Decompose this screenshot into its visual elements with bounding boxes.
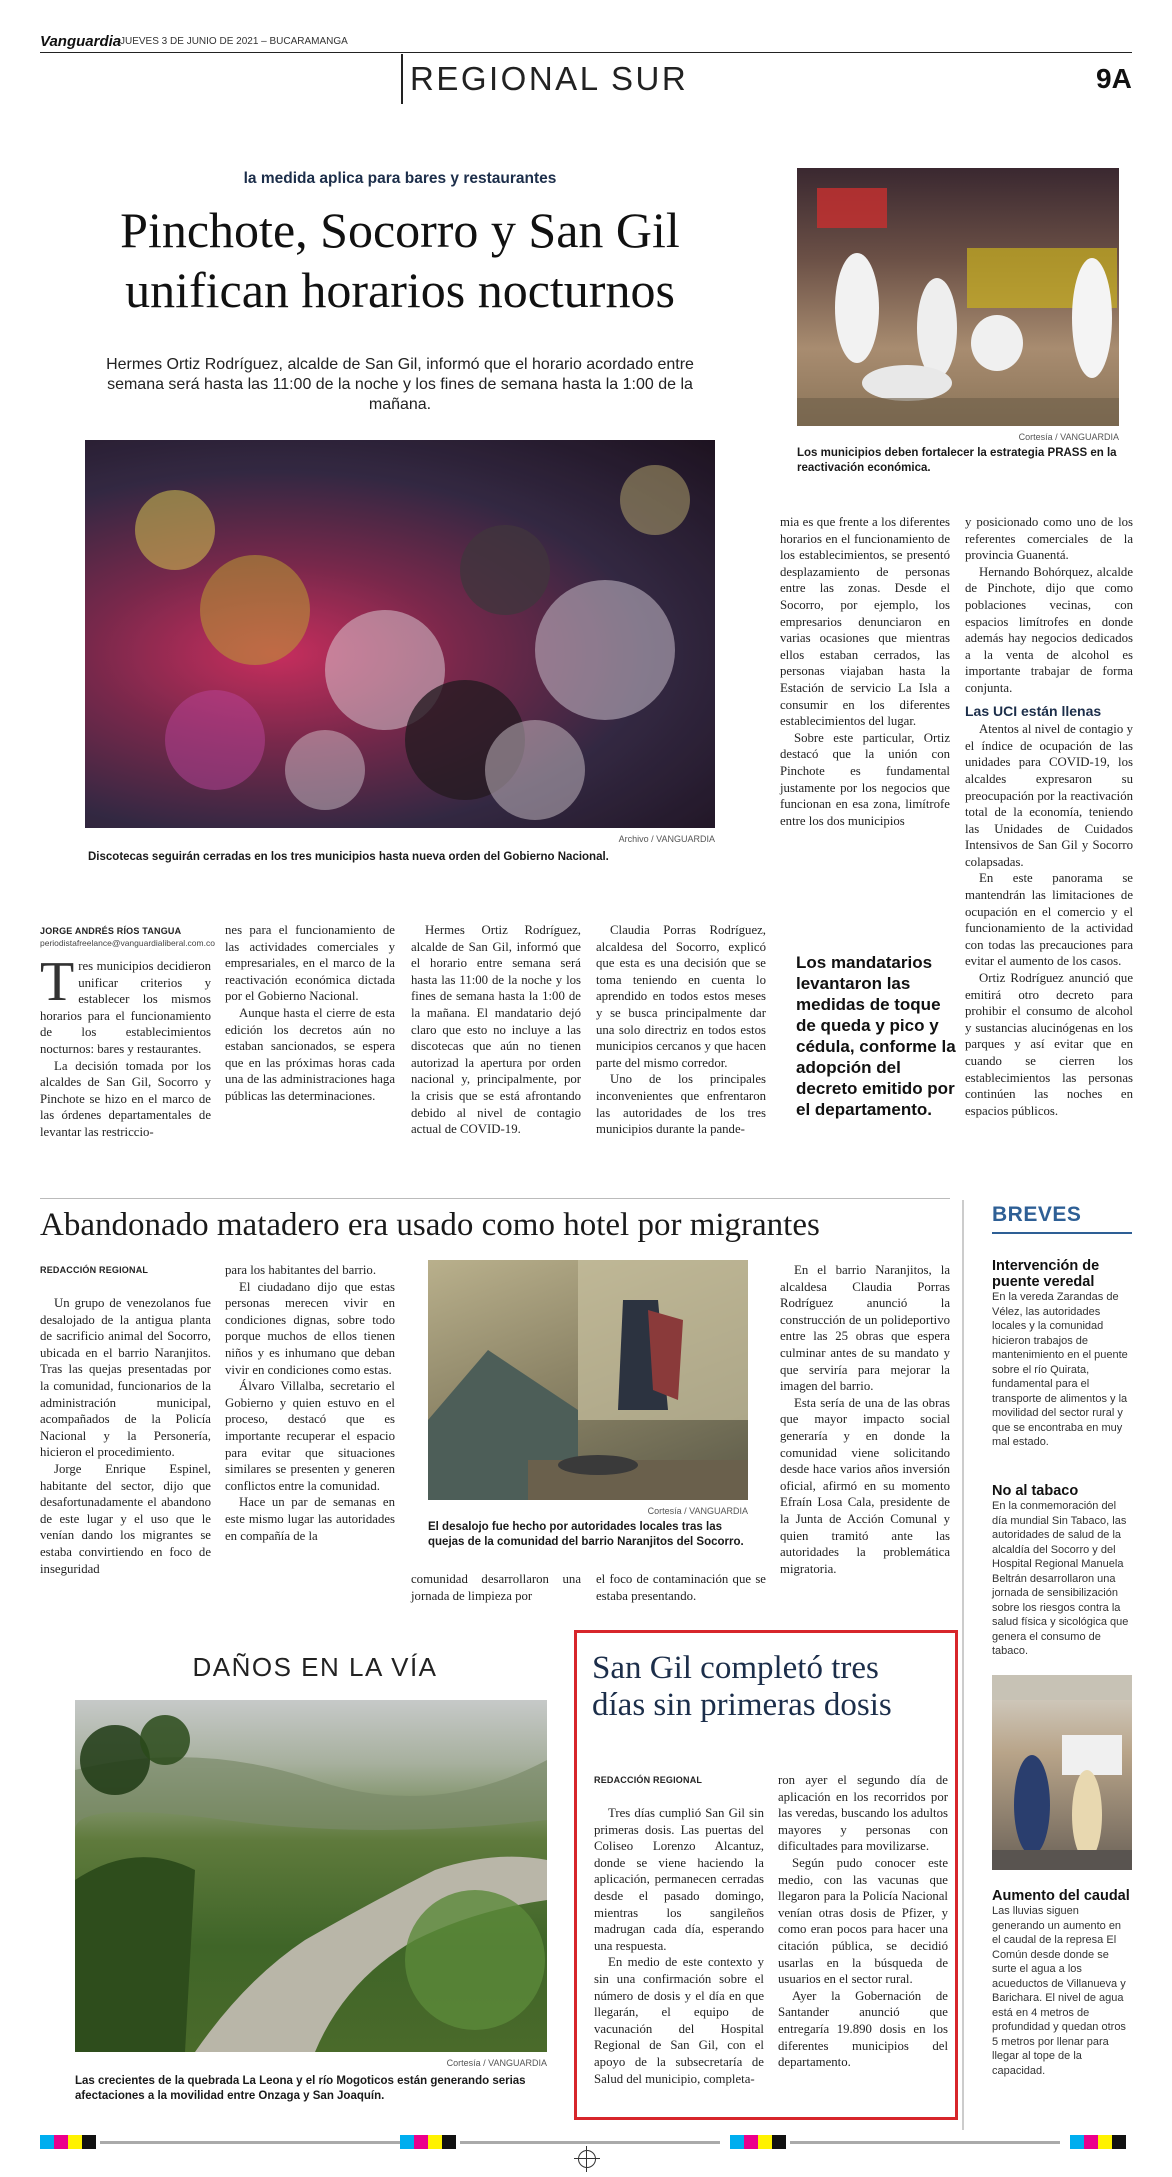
article3-title-line2: días sin primeras dosis [592,1687,892,1723]
article1-kicker: la medida aplica para bares y restaurantes [243,170,557,187]
breves-item2-title: No al tabaco [992,1483,1079,1499]
river-photo [75,1700,547,2052]
migrants-scene [428,1260,748,1500]
breves-photo [992,1675,1132,1870]
prass-photo-caption: Los municipios deben fortalecer la estrategia PRASS en la reactivación económica. [797,447,1117,474]
article2-col5: En el barrio Naranjitos, la alcaldesa Claudia Porras Rodríguez anunció la construcción de un polideportivo entre las 25 obras que espera culminar antes de su mandato y que serviría para mejorar la imagen del barrio. Esta sería de una de las obras que mayor impacto social generaría y en donde la comunidad viene solicitando desde hace varios años inversión oficial, afirmó en su momento Efraín Losa Cala, presidente de la Junta de Acción Comunal y quien tramitó ante las autoridades la problemática migratoria. [780,1263,950,1576]
article1-title-line2: unifican horarios nocturnos [125,262,675,318]
article3-byline: REDACCIÓN REGIONAL [594,1775,703,1785]
dropcap: T [40,951,75,1013]
breves-item2-text: En la conmemoración del día mundial Sin Tabaco, las autoridades de salud de la alcaldía del Socorro y del Hospital Regional Manuela Beltrán desarrollaron una jornada de sensibilización sobre los riesgos contra la salud física y sicológica que genera el consumo de tabaco. [992,1500,1129,1657]
nightclub-scene [85,440,715,828]
article1-col3: Hermes Ortiz Rodríguez, alcalde de San Gil, informó que el horario entre semana será hasta las 11:00 de la noche y los fines de semana hasta la 1:00 de la mañana. El mandatario dejó claro que esto no incluye a las discotecas que aún no tienen autorizad la apertura por orden nacional y, principalmente, por la crisis que se está afrontando debido al nivel de contagio actual de COVID-19. [411,923,581,1137]
nightclub-photo-caption: Discotecas seguirán cerradas en los tres municipios hasta nueva orden del Gobierno Nacional. [88,851,609,863]
article1-col4: Claudia Porras Rodríguez, alcaldesa del Socorro, explicó que esta es una decisión que se toma teniendo en cuenta lo aprendido en todos estos meses y se busca principalmente dar una solo directriz en todos estos municipios cercanos y que hacen parte del mismo corredor. Uno de los principales inconvenientes que enfrentaron las autoridades de los tres municipios durante la pande- [596,923,766,1137]
uci-subhead: Las UCI están llenas [965,702,1102,719]
prass-photo-credit: Cortesía / VANGUARDIA [1018,432,1119,442]
river-photo-credit: Cortesía / VANGUARDIA [446,2058,547,2068]
article1-title [60,200,740,320]
nightclub-photo-credit: Archivo / VANGUARDIA [618,834,715,844]
breves-item1-text: En la vereda Zarandas de Vélez, las autoridades locales y la comunidad hicieron trabajos de mantenimiento en el puente sobre el río Quirata, fundamental para el transporte de alimentos y la movilidad del sector rural y que se encontraba en muy mal estado. [992,1291,1128,1448]
breves-photo-scene [992,1675,1132,1870]
breves-item3 [992,1880,1132,2078]
prass-scene [797,168,1119,426]
breves-header: BREVES [992,1203,1082,1226]
article1-col6: y posicionado como uno de los referentes comerciales de la provincia Guanentá. Hernando Bohórquez, alcalde de Pinchote, dijo que como poblaciones vecinas, con espacios limítrofes en donde además hay negocios dedicados a la venta de alcohol es importante trabajar de forma conjunta. Las UCI están llenas Atentos al nivel de contagio y el índice de ocupación de las unidades para COVID-19, los alcaldes expresaron su preocupación por la reactivación total de la economía, teniendo las Unidades de Cuidados Intensivos de San Gil y Socorro colapsadas. En este panorama se mantendrán las limitaciones de ocupación en el comercio y el funcionamiento de la actividad con todas las precauciones para evitar el aumento de los casos. Ortiz Rodríguez anunció que emitirá otro decreto para prohibir el consumo de alcohol y sustancias alucinógenas en los parques y así evitar que en cuando se cierren los establecimientos las personas continúen las noches en espacios públicos. [965,515,1133,1118]
article3-col1: Tres días cumplió San Gil sin primeras dosis. Las puertas del Coliseo Lorenzo Alcantuz, donde se viene haciendo la aplicación, permanecen cerradas desde el pasado domingo, mientras los sangileños madrugan cada día, esperando una respuesta. En medio de este contexto y sin una confirmación sobre el número de dosis y el día en que llegarán, el equipo de vacunación del Hospital Regional de San Gil, con el apoyo de la subsecretaría de Salud del municipio, completa- [594,1806,764,2086]
article2-col3-tail: comunidad desarrollaron una jornada de limpieza por [411,1572,581,1603]
registration-mark [578,2150,596,2168]
article2-col2: para los habitantes del barrio. El ciudadano dijo que estas personas merecen vivir en condiciones dignas, sobre todo porque muchos de ellos tienen niños y es inhumano que deban vivir en condiciones como estas. Álvaro Villalba, secretario el Gobierno y quien estuvo en el proceso, destacó que es importante recuperar el espacio para evitar que situaciones similares se presenten y generen conflictos entre la comunidad. Hace un par de semanas en este mismo lugar las autoridades en compañía de la [225,1263,395,1543]
breves-header-rule [992,1232,1132,1234]
breves-item2 [992,1475,1132,1659]
article2-top-rule [40,1198,950,1199]
article1-col1: Tres municipios decidieron unificar criterios y establecer los mismos horarios para el funcionamiento de los establecimientos nocturnos: bares y restaurantes. La decisión tomada por los alcaldes de San Gil, Socorro y Pinchote se hizo en el marco de las órdenes departamentales de levantar las restriccio- [40,951,211,1139]
registration-mark-h [574,2158,600,2159]
article1-byline-email: periodistafreelance@vanguardialiberal.com.co [40,938,215,948]
breves-item3-title: Aumento del caudal [992,1888,1130,1904]
section-title: REGIONAL SUR [410,60,689,97]
breves-item3-text: Las lluvias siguen generando un aumento en el caudal de la represa El Común desde donde se surte el agua a los acueductos de Villanueva y Barichara. El nivel de agua está en 4 metros de profundidad y quedan otros 5 metros por llenar para llegar al tope de la capacidad. [992,1905,1126,2077]
article1-col5: mia es que frente a los diferentes horarios en el funcionamiento de los establecimientos, se presentó desplazamiento de personas entre las zonas. Desde el Socorro, por ejemplo, los empresarios denunciaron en varias ocasiones que mientras ellos estaban cerrados, las personas viajaban hasta la Estación de servicio La Isla a consumir en los diferentes establecimientos del lugar. Sobre este particular, Ortiz destacó que la unión con Pinchote es fundamental justamente por los negocios que funcionan en esa zona, limítrofe entre los dos municipios [780,515,950,828]
prass-photo [797,168,1119,426]
registration-mark-v [586,2146,587,2172]
migrants-photo-caption: El desalojo fue hecho por autoridades locales tras las quejas de la comunidad del barrio Naranjitos del Socorro. [428,1521,744,1548]
breves-item1-title: Intervención de puente veredal [992,1258,1100,1290]
article3-title-line1: San Gil completó tres [592,1650,879,1686]
migrants-photo [428,1260,748,1500]
breves-item1 [992,1250,1132,1450]
article1-lead: Hermes Ortiz Rodríguez, alcalde de San Gil, informó que el horario acordado entre semana será hasta las 11:00 de la noche y los fines de semana hasta la 1:00 de la mañana. [106,356,694,413]
article2-col4-tail: el foco de contaminación que se estaba presentando. [596,1572,766,1603]
masthead-rule [40,52,1132,53]
breves-divider [962,1200,964,2130]
article2-title: Abandonado matadero era usado como hotel por migrantes [40,1207,820,1243]
article3-title [592,1650,952,1724]
article3-col2: ron ayer el segundo día de aplicación en los recorridos por las veredas, buscando los adultos mayores y personas con dificultades para movilizarse. Según pudo conocer este medio, con las vacunas que llegaron para la Policía Nacional venían otras dosis de Pfizer, y como eran pocos para hacer una citación pública, se decidió usarlas en la búsqueda de usuarios en el sector rural. Ayer la Gobernación de Santander anunció que entregaría 19.890 dosis en los diferentes municipios del departamento. [778,1773,948,2070]
article1-col2: nes para el funcionamiento de las actividades comerciales y empresariales, en el marco de la reactivación económica dictada por el Gobierno Nacional. Aunque hasta el cierre de esta edición los decretos aún no estaban sancionados, se espera que en las próximas horas cada una de las administraciones haga públicas las determinaciones. [225,923,395,1103]
nightclub-photo [85,440,715,828]
article2-col1: Un grupo de venezolanos fue desalojado de la antigua planta de sacrificio animal del Socorro, ubicada en el barrio Naranjitos. Tras las quejas presentadas por la comunidad, funcionarios de la administración municipal, acompañados de la Policía Nacional y la Personería, hicieron el procedimiento. Jorge Enrique Espinel, habitante del sector, dijo que desafortunadamente el abandono de este lugar y el uso que le venían dando los migrantes se estaba convirtiendo en foco de inseguridad [40,1296,211,1576]
migrants-photo-credit: Cortesía / VANGUARDIA [647,1506,748,1516]
pull-quote: Los mandatarios levantaron las medidas de toque de queda y pico y cédula, conforme la adopción del decreto emitido por el departamento. [796,953,956,1119]
brand-logo: Vanguardia [40,33,122,50]
danos-title: DAÑOS EN LA VÍA [192,1652,438,1682]
article2-byline: REDACCIÓN REGIONAL [40,1265,149,1275]
river-scene [75,1700,547,2052]
masthead-date: JUEVES 3 DE JUNIO DE 2021 – BUCARAMANGA [120,36,348,47]
page-number: 9A [1096,63,1132,94]
river-photo-caption: Las crecientes de la quebrada La Leona y el río Mogoticos están generando serias afectaciones a la movilidad entre Onzaga y San Joaquín. [75,2075,526,2102]
section-divider [401,54,403,104]
article1-title-line1: Pinchote, Socorro y San Gil [120,202,680,258]
article1-byline: JORGE ANDRÉS RÍOS TANGUA [40,926,182,936]
